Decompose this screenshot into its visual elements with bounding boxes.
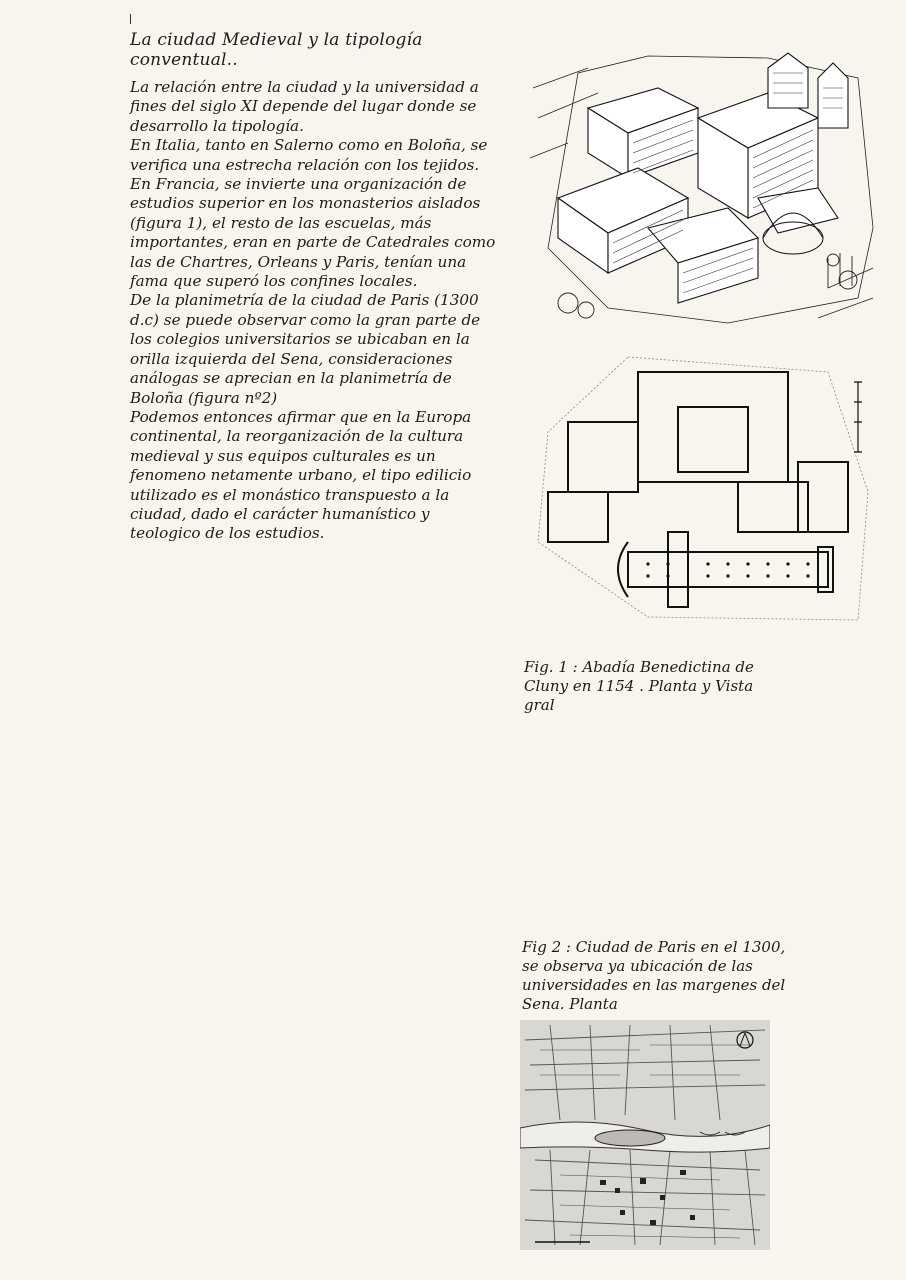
margin-mark [130,14,131,24]
paris-city-map [520,1020,770,1250]
paragraph: La relación entre la ciudad y la universidad a fines del siglo XI depende del lugar donde se desarrollo la tipología. [130,78,479,135]
page-title: La ciudad Medieval y la tipología conventual.. [130,30,423,70]
abbey-floor-plan [528,352,878,624]
body-text [130,78,502,544]
paragraph: En Italia, tanto en Salerno como en Boloña, se verifica una estrecha relación con los tejidos. [130,136,488,174]
paragraph: En Francia, se invierte una organización de estudios superior en los monasterios aislados (figura 1), el resto de las escuelas, más importantes, eran en parte de Catedrales como las de Chartres, Orleans y Paris, tenían una fama que superó los confines locales. [130,175,496,291]
abbey-aerial-sketch [528,48,878,330]
paragraph: Podemos entonces afirmar que en la Europa continental, la reorganización de la cultura medieval y sus equipos culturales es un fenomeno netamente urbano, el tipo edilicio utilizado es el monástico transpuesto a la ciudad, dado el carácter humanístico y teologico de los estudios. [130,407,472,543]
figure-1-caption: Fig. 1 : Abadía Benedictina de Cluny en 1154 . Planta y Vista gral [524,658,754,714]
paragraph: De la planimetría de la ciudad de Paris (1300 d.c) se puede observar como la gran parte de los colegios universitarios se ubicaban en la orilla izquierda del Sena, consideraciones análogas se aprecian en la planimetría de Boloña (figura nº2) [130,291,481,407]
figure-2-caption: Fig 2 : Ciudad de Paris en el 1300, se observa ya ubicación de las universidades en las margenes del Sena. Planta [522,938,786,1013]
